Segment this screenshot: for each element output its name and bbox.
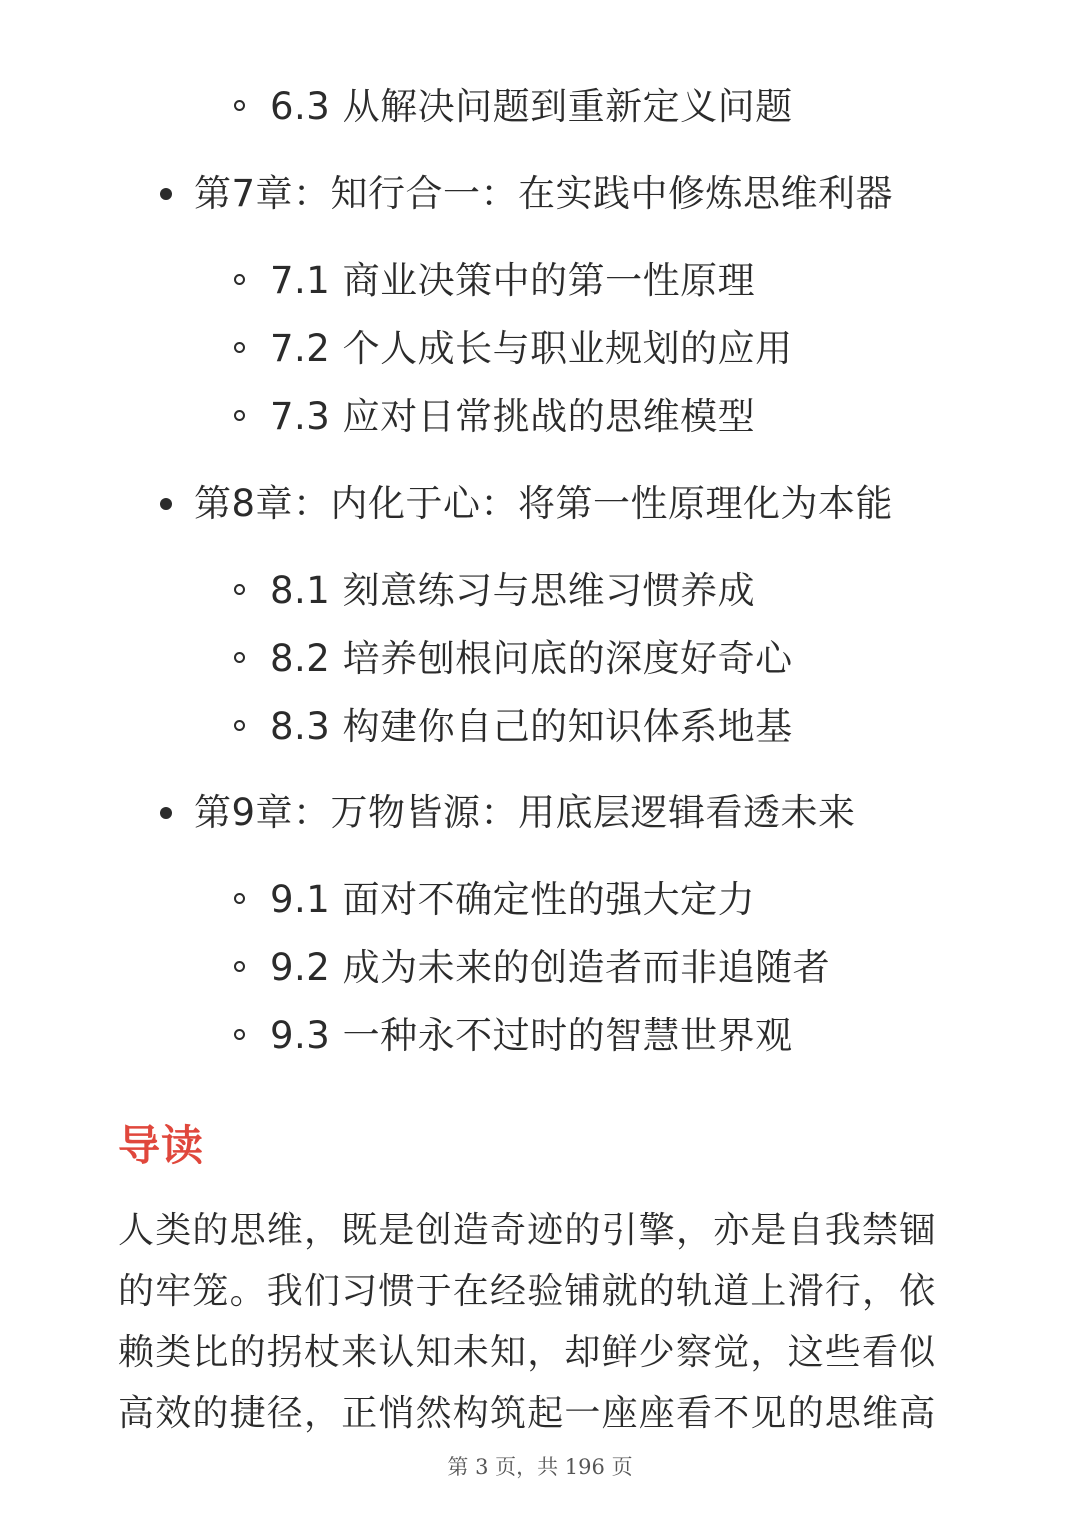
paragraph-line: 人类的思维，既是创造奇迹的引擎，亦是自我禁锢 (118, 1210, 937, 1251)
hollow-bullet-icon (234, 893, 245, 904)
filled-bullet-icon (160, 498, 172, 510)
page-number-footer: 第 3 页，共 196 页 (447, 1455, 633, 1479)
paragraph-line: 赖类比的拐杖来认知未知，却鲜少察觉，这些看似 (118, 1332, 937, 1373)
filled-bullet-icon (160, 807, 172, 819)
toc-item-text: 第7章：知行合一：在实践中修炼思维利器 (194, 172, 894, 215)
paragraph-line: 的牢笼。我们习惯于在经验铺就的轨道上滑行，依 (118, 1271, 937, 1312)
toc-item-text: 9.3 一种永不过时的智慧世界观 (270, 1014, 793, 1057)
hollow-bullet-icon (234, 274, 245, 285)
toc-item-text: 8.3 构建你自己的知识体系地基 (270, 705, 793, 748)
toc-item-text: 第9章：万物皆源：用底层逻辑看透未来 (194, 791, 856, 834)
toc-item-text: 9.2 成为未来的创造者而非追随者 (270, 946, 831, 989)
toc-item-text: 7.3 应对日常挑战的思维模型 (270, 395, 756, 438)
hollow-bullet-icon (234, 961, 245, 972)
hollow-bullet-icon (234, 584, 245, 595)
hollow-bullet-icon (234, 652, 245, 663)
toc-item-text: 7.2 个人成长与职业规划的应用 (270, 327, 793, 370)
intro-heading: 导读 (118, 1121, 205, 1170)
toc-item-text: 6.3 从解决问题到重新定义问题 (270, 85, 793, 128)
toc-item-text: 9.1 面对不确定性的强大定力 (270, 878, 756, 921)
toc-item-text: 8.1 刻意练习与思维习惯养成 (270, 569, 756, 612)
hollow-bullet-icon (234, 720, 245, 731)
hollow-bullet-icon (234, 100, 245, 111)
hollow-bullet-icon (234, 1029, 245, 1040)
hollow-bullet-icon (234, 342, 245, 353)
toc-item-text: 8.2 培养刨根问底的深度好奇心 (270, 637, 793, 680)
paragraph-line: 高效的捷径，正悄然构筑起一座座看不见的思维高 (118, 1393, 937, 1434)
toc-item-text: 第8章：内化于心：将第一性原理化为本能 (194, 482, 894, 525)
hollow-bullet-icon (234, 410, 245, 421)
toc-item-text: 7.1 商业决策中的第一性原理 (270, 259, 756, 302)
filled-bullet-icon (160, 188, 172, 200)
